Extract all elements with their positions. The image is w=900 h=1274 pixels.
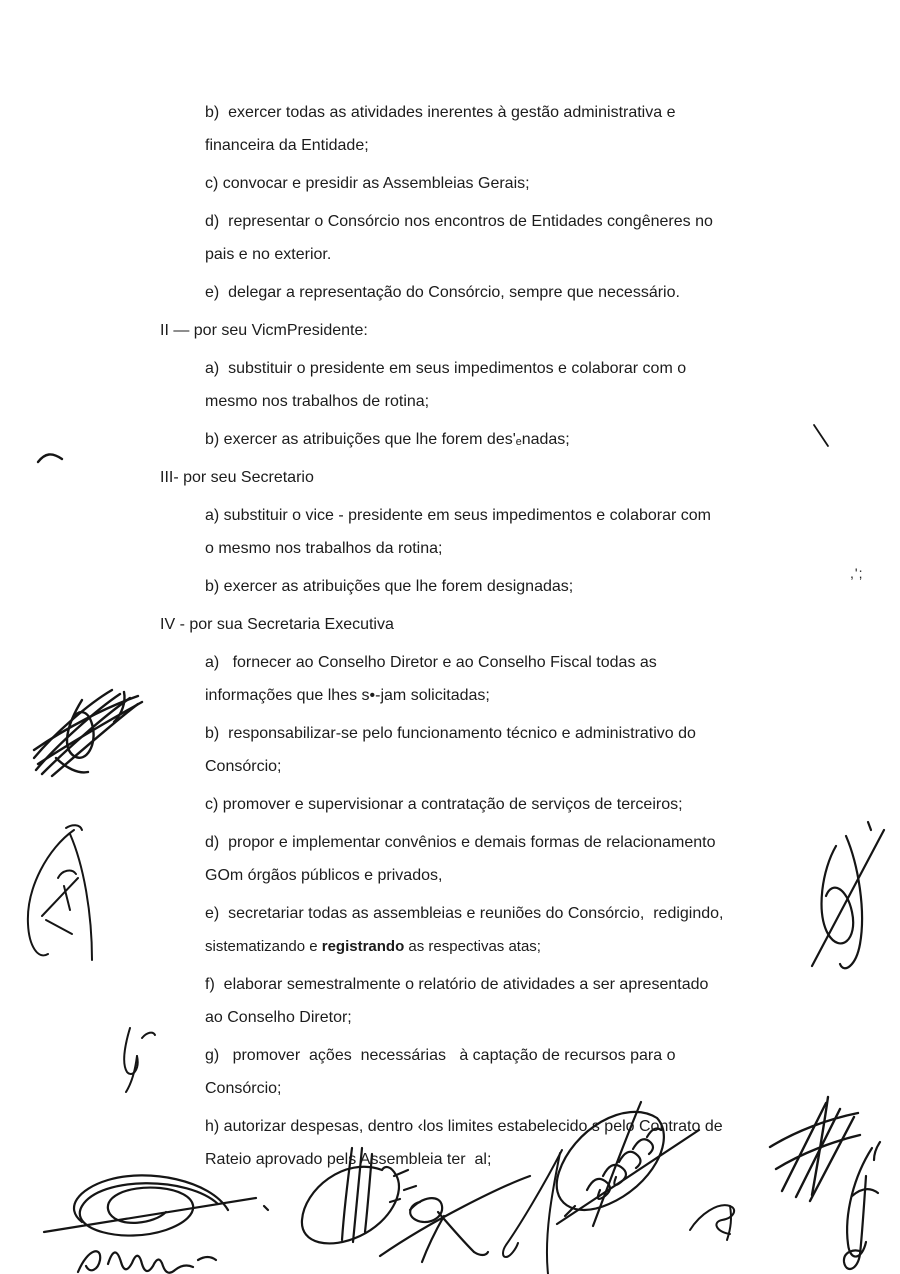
clause-line: c) promover e supervisionar a contratação de serviços de terceiros; [205,796,683,813]
clause-line: pais e no exterior. [205,246,332,263]
stray-punctuation-mark: ,'; [850,565,864,581]
clause-line: informações que lhes s•-jam solicitadas; [205,687,490,704]
clause-IV-c [160,788,860,821]
signature-small-swirl-icon [690,1205,734,1240]
clause-line: g) promover ações necessárias à captação de recursos para o [205,1047,676,1064]
clause-d [160,205,860,271]
clause-line: a) substituir o vice - presidente em seus impedimentos e colaborar com [205,507,711,524]
section-II-heading [160,314,860,347]
scribble-left-middle-icon [28,825,92,960]
clause-e [160,276,860,309]
clause-line: c) convocar e presidir as Assembleias Gerais; [205,175,530,192]
section-heading-line: III- por seu Secretario [160,469,314,486]
section-III-heading [160,461,860,494]
clause-IV-b [160,717,860,783]
clause-line: h) autorizar despesas, dentro ‹los limites estabelecido s pelo Contrato de [205,1118,723,1135]
clause-II-b [160,423,860,456]
clause-III-a [160,499,860,565]
clause-line: e) secretariar todas as assembleias e reuniões do Consórcio, redigindo, [205,905,724,922]
clause-line: financeira da Entidade; [205,137,369,154]
clause-line: GOm órgãos públicos e privados, [205,867,443,884]
section-IV-heading [160,608,860,641]
section-heading-line: IV - por sua Secretaria Executiva [160,616,394,633]
clause-line: b) exercer as atribuições que lhe forem des'ₑnadas; [205,431,570,448]
clause-line: mesmo nos trabalhos de rotina; [205,393,430,410]
clause-b [160,96,860,162]
text-block [160,96,860,1176]
clause-III-b [160,570,860,603]
clause-IV-d [160,826,860,892]
clause-line: b) responsabilizar-se pelo funcionamento técnico e administrativo do [205,725,696,742]
signature-spiral-icon [44,1175,268,1272]
clause-line: Rateio aprovado pels Assembleia ter al; [205,1151,492,1168]
clause-II-a [160,352,860,418]
clause-line: a) substituir o presidente em seus impedimentos e colaborar com o [205,360,687,377]
clause-line: d) propor e implementar convênios e demais formas de relacionamento [205,834,716,851]
scribble-left-top-icon [34,690,142,776]
clause-line: ao Conselho Diretor; [205,1009,352,1026]
clause-text-bold: registrando [321,938,405,955]
clause-line: b) exercer as atribuições que lhe forem designadas; [205,578,574,595]
signature-slash-k-icon [380,1176,530,1262]
clause-line: Consórcio; [205,1080,282,1097]
clause-line: f) elaborar semestralmente o relatório de atividades a ser apresentado [205,976,709,993]
clause-c [160,167,860,200]
clause-line: b) exercer todas as atividades inerentes à gestão administrativa e [205,104,676,121]
section-heading-line: II — por seu VicmPresidente: [160,322,368,339]
clause-IV-a [160,646,860,712]
clause-line: a) fornecer ao Conselho Diretor e ao Conselho Fiscal todas as [205,654,657,671]
scribble-left-small-icon [124,1028,155,1092]
clause-IV-h [160,1110,860,1176]
clause-line [160,930,860,963]
caret-mark-icon [38,454,62,462]
clause-IV-e [160,897,860,963]
clause-line: e) delegar a representação do Consórcio, sempre que necessário. [205,284,680,301]
clause-text: sistematizando e [205,938,322,955]
clause-line: Consórcio; [205,758,282,775]
clause-IV-f [160,968,860,1034]
clause-line: o mesmo nos trabalhos da rotina; [205,540,443,557]
clause-line: d) representar o Consórcio nos encontros de Entidades congêneres no [205,213,713,230]
clause-text: as respectivas atas; [404,938,541,955]
clause-IV-g [160,1039,860,1105]
